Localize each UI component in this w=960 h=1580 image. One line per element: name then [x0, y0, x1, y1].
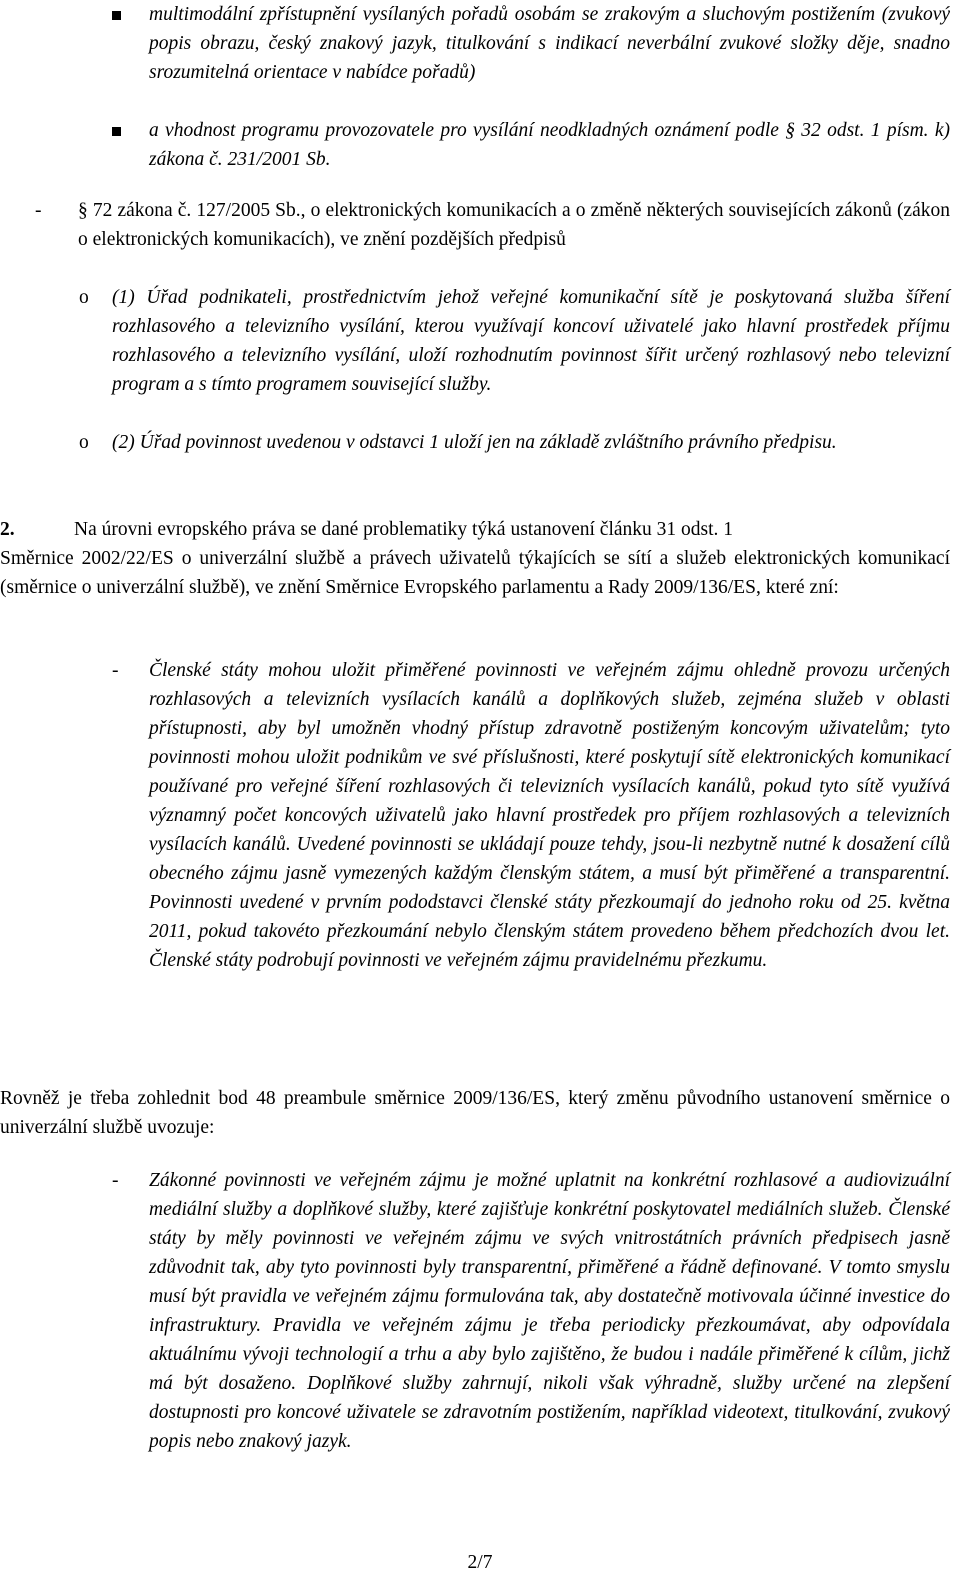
square-bullet-icon [112, 116, 149, 145]
law-item-text: § 72 zákona č. 127/2005 Sb., o elektronických komunikacích a o změně některých souvisejících zákonů (zákon o elektronických komunikacích), ve znění pozdějších předpisů [78, 200, 950, 250]
preamble-quote [112, 1166, 950, 1456]
square-bullet-icon [112, 0, 149, 29]
bullet-text: a vhodnost programu provozovatele pro vysílání neodkladných oznámení podle § 32 odst. 1 písm. k) zákona č. 231/2001 Sb. [149, 120, 950, 170]
preamble-quote-text: Zákonné povinnosti ve veřejném zájmu je možné uplatnit na konkrétní rozhlasové a audiovizuální mediální služby a doplňkové služby, které zajišťuje konkrétní poskytovatel mediálních služeb. Členské státy by měly povinnosti ve veřejném zájmu ve svých vnitrostátních právních předpisech jasně zdůvodnit tak, aby tyto povinnosti byly transparentní, přiměřené a řádně definované. V tomto smyslu musí být pravidla ve veřejném zájmu formulována tak, aby dostatečně motivovala účinné investice do infrastruktury. Pravidla ve veřejném zájmu je třeba periodicky přezkoumávat, aby odpovídala aktuálnímu vývoji technologií a trhu a aby bylo zajištěno, že budou i nadále přiměřené k cílům, jichž má být dosaženo. Doplňkové služby zahrnují, nikoli však výhradně, služby určené na zlepšení dostupnosti pro koncové uživatele se zdravotním postižením, například videotext, titulkování, zvukový popis nebo znakový jazyk. [149, 1170, 950, 1452]
directive-quote-text: Členské státy mohou uložit přiměřené povinnosti ve veřejném zájmu ohledně provozu určených rozhlasových a televizních vysílacích kanálů a doplňkových služeb, zejména služeb v oblasti přístupnosti, aby byl umožněn vhodný přístup zdravotně postiženým koncovým uživatelům; tyto povinnosti mohou uložit podnikům ve své příslušnosti, které poskytují sítě elektronických komunikací používané pro veřejné šíření rozhlasových či televizních vysílacích kanálů, pokud tyto sítě využívá významný počet koncových uživatelů jako hlavní prostředek pro příjem rozhlasových a televizních vysílacích kanálů. Uvedené povinnosti se ukládají pouze tehdy, jsou-li nezbytně nutné k dosažení cílů obecného zájmu jasně vymezených každým členským státem, a musí být přiměřené a transparentní. Povinnosti uvedené v prvním pododstavci členské státy přezkoumají do jednoho roku od 25. května 2011, pokud takovéto přezkoumání nebylo členským státem provedeno během předchozích dvou let. Členské státy podrobují povinnosti ve veřejném zájmu pravidelnému přezkumu. [149, 660, 950, 971]
section-number: 2. [0, 519, 15, 540]
directive-quote [112, 656, 950, 975]
law-item [35, 196, 950, 254]
sub-item-2 [79, 428, 950, 457]
bullet-item-emergency [112, 116, 950, 174]
sub-item-text: (1) Úřad podnikateli, prostřednictvím jehož veřejné komunikační sítě je poskytovaná služba šíření rozhlasového a televizního vysílání, kterou využívají koncoví uživatelé jako hlavní prostředek příjmu rozhlasového a televizního vysílání, uloží rozhodnutím povinnost šířit určený rozhlasový nebo televizní program a s tímto programem související služby. [112, 287, 950, 395]
dash-marker: - [35, 200, 42, 221]
paragraph-rovnez: Rovněž je třeba zohlednit bod 48 preambule směrnice 2009/136/ES, který změnu původního ustanovení směrnice o univerzální službě uvozuje: [0, 1088, 950, 1138]
section-2 [0, 515, 950, 602]
page-number: 2/7 [467, 1552, 493, 1573]
section-2-body: Směrnice 2002/22/ES o univerzální službě a právech uživatelů týkajících se sítí a služeb elektronických komunikací (směrnice o univerzální službě), ve znění Směrnice Evropského parlamentu a Rady 2009/136/ES, které zní: [0, 548, 950, 598]
circle-marker: o [79, 432, 89, 453]
bullet-item-accessibility [112, 0, 950, 87]
dash-marker: - [112, 1170, 119, 1191]
sub-item-1 [79, 283, 950, 399]
section-2-first-line [0, 515, 950, 544]
dash-marker: - [112, 660, 119, 681]
sub-item-text: (2) Úřad povinnost uvedenou v odstavci 1 uloží jen na základě zvláštního právního předpisu. [112, 432, 837, 453]
bullet-text: multimodální zpřístupnění vysílaných pořadů osobám se zrakovým a sluchovým postižením (zvukový popis obrazu, český znakový jazyk, titulkování s indikací neverbální zvukové složky děje, snadno srozumitelná orientace v nabídce pořadů) [149, 4, 950, 83]
circle-marker: o [79, 287, 89, 308]
section-2-lead: Na úrovni evropského práva se dané problematiky týká ustanovení článku 31 odst. 1 [74, 519, 734, 540]
